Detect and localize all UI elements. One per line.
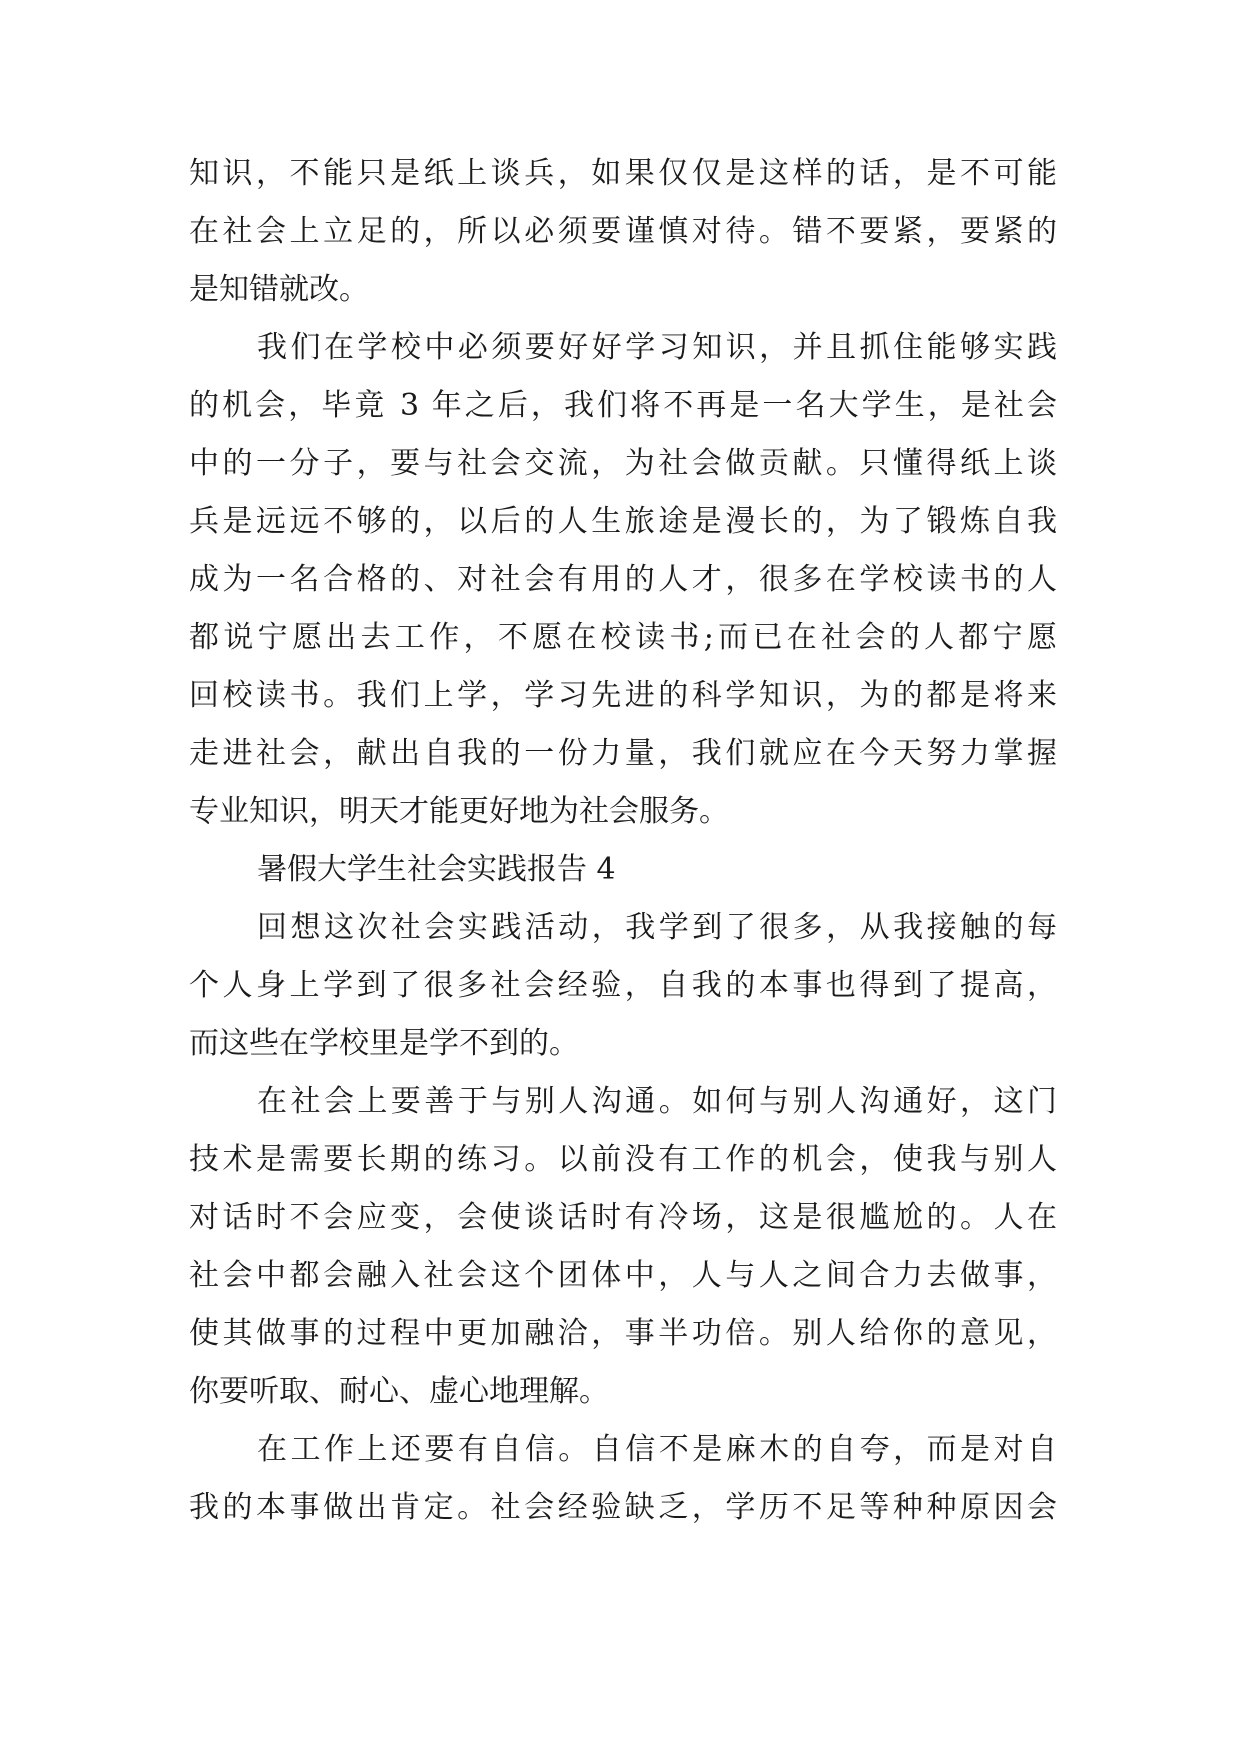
text-line: 对话时不会应变，会使谈话时有冷场，这是很尴尬的。人在 bbox=[189, 1200, 1057, 1235]
paragraph bbox=[189, 328, 1057, 850]
paragraph bbox=[189, 1082, 1057, 1430]
paragraph bbox=[189, 154, 1057, 328]
text-line: 的机会，毕竟 3 年之后，我们将不再是一名大学生，是社会 bbox=[189, 388, 1057, 423]
text-line: 中的一分子，要与社会交流，为社会做贡献。只懂得纸上谈 bbox=[189, 446, 1057, 481]
text-line: 知识，不能只是纸上谈兵，如果仅仅是这样的话，是不可能 bbox=[189, 156, 1057, 191]
text-line: 技术是需要长期的练习。以前没有工作的机会，使我与别人 bbox=[189, 1142, 1057, 1177]
text-line: 兵是远远不够的，以后的人生旅途是漫长的，为了锻炼自我 bbox=[189, 504, 1057, 539]
text-line: 社会中都会融入社会这个团体中，人与人之间合力去做事， bbox=[189, 1258, 1057, 1293]
paragraph bbox=[189, 908, 1057, 1082]
text-line: 你要听取、耐心、虚心地理解。 bbox=[189, 1374, 609, 1409]
text-line: 回校读书。我们上学，学习先进的科学知识，为的都是将来 bbox=[189, 678, 1057, 713]
text-line: 我们在学校中必须要好好学习知识，并且抓住能够实践 bbox=[257, 330, 1057, 365]
section-heading bbox=[189, 850, 1057, 908]
text-line: 在社会上立足的，所以必须要谨慎对待。错不要紧，要紧的 bbox=[189, 214, 1057, 249]
text-line: 回想这次社会实践活动，我学到了很多，从我接触的每 bbox=[257, 910, 1057, 945]
text-line: 都说宁愿出去工作，不愿在校读书;而已在社会的人都宁愿 bbox=[189, 620, 1057, 655]
text-line: 而这些在学校里是学不到的。 bbox=[189, 1026, 579, 1061]
text-line: 成为一名合格的、对社会有用的人才，很多在学校读书的人 bbox=[189, 562, 1057, 597]
paragraph bbox=[189, 1430, 1057, 1546]
text-line: 在社会上要善于与别人沟通。如何与别人沟通好，这门 bbox=[257, 1084, 1057, 1119]
text-line: 在工作上还要有自信。自信不是麻木的自夸，而是对自 bbox=[257, 1432, 1057, 1467]
text-line: 个人身上学到了很多社会经验，自我的本事也得到了提高， bbox=[189, 968, 1057, 1003]
text-line: 使其做事的过程中更加融洽，事半功倍。别人给你的意见， bbox=[189, 1316, 1057, 1351]
text-line: 是知错就改。 bbox=[189, 272, 369, 307]
section-heading-text: 暑假大学生社会实践报告 4 bbox=[257, 852, 616, 887]
text-line: 走进社会，献出自我的一份力量，我们就应在今天努力掌握 bbox=[189, 736, 1057, 771]
text-line: 我的本事做出肯定。社会经验缺乏，学历不足等种种原因会 bbox=[189, 1490, 1057, 1525]
document-body bbox=[189, 154, 1057, 1546]
text-line: 专业知识，明天才能更好地为社会服务。 bbox=[189, 794, 729, 829]
